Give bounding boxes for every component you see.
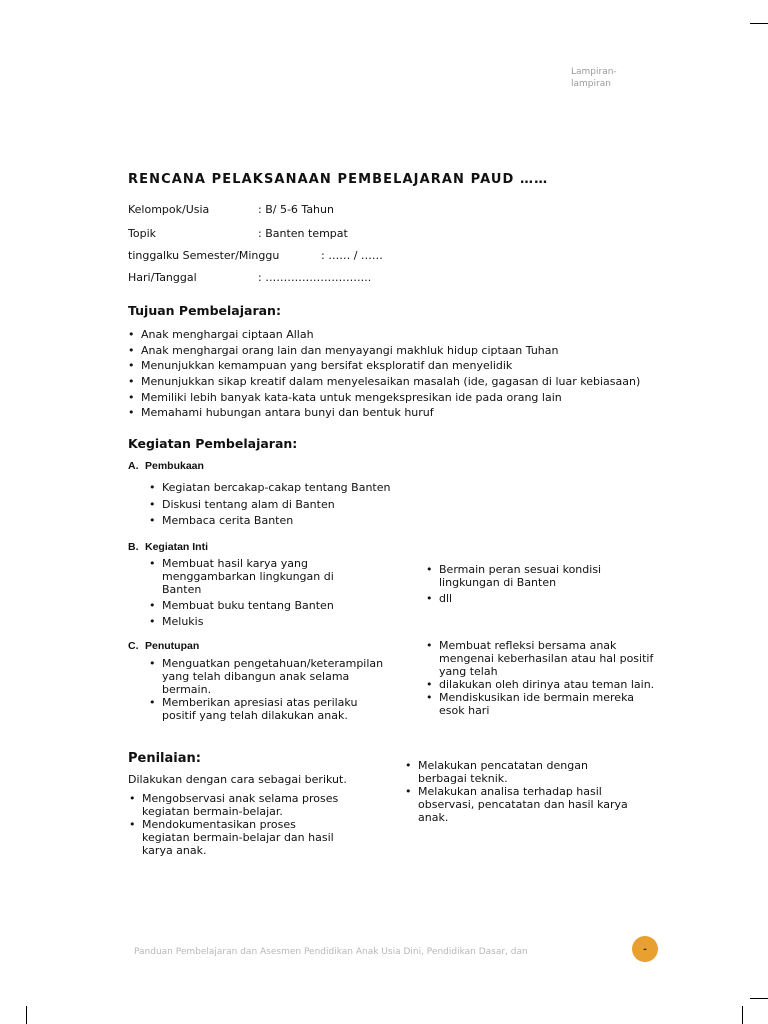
list-item: • dilakukan oleh dirinya atau teman lain. bbox=[439, 678, 659, 691]
list-item: • Menguatkan pengetahuan/keterampilan yang telah dibangun anak selama bermain. bbox=[162, 657, 387, 696]
section-c-letter: C. bbox=[128, 640, 139, 652]
list-item: • Kegiatan bercakap-cakap tentang Banten bbox=[162, 481, 422, 494]
crop-mark-top-right bbox=[750, 23, 768, 24]
list-item: • Mendiskusikan ide bermain mereka esok hari bbox=[439, 691, 659, 717]
list-item: • Mendokumentasikan proses kegiatan bermain-belajar dan hasil karya anak. bbox=[142, 818, 342, 857]
crop-mark-bottom-right-h bbox=[750, 998, 768, 999]
list-item: • Mengobservasi anak selama proses kegiatan bermain-belajar. bbox=[142, 792, 342, 818]
list-item: • Bermain peran sesuai kondisi lingkungan di Banten bbox=[439, 563, 629, 589]
section-b-list-left bbox=[162, 557, 362, 628]
list-item: • Menunjukkan kemampuan yang bersifat eksploratif dan menyelidik bbox=[141, 359, 701, 372]
list-item: • Membuat hasil karya yang menggambarkan lingkungan di Banten bbox=[162, 557, 362, 596]
list-item: • Anak menghargai ciptaan Allah bbox=[141, 328, 701, 341]
info-label-kelompok: Kelompok/Usia bbox=[128, 203, 210, 216]
list-item: • Memberikan apresiasi atas perilaku positif yang telah dilakukan anak. bbox=[162, 696, 387, 722]
tujuan-list bbox=[141, 328, 701, 419]
info-value-kelompok: : B/ 5-6 Tahun bbox=[258, 203, 334, 216]
penilaian-intro: Dilakukan dengan cara sebagai berikut. bbox=[128, 773, 347, 786]
list-item: • Membuat buku tentang Banten bbox=[162, 599, 362, 612]
list-item: • Membaca cerita Banten bbox=[162, 514, 422, 527]
info-value-semester: : …… / …… bbox=[321, 249, 383, 262]
section-c-title: Penutupan bbox=[145, 640, 200, 652]
section-b-title: Kegiatan Inti bbox=[145, 541, 209, 553]
info-label-topik: Topik bbox=[128, 227, 156, 240]
list-item: • Melakukan analisa terhadap hasil observasi, pencatatan dan hasil karya anak. bbox=[418, 785, 633, 824]
list-item: • Memiliki lebih banyak kata-kata untuk mengekspresikan ide pada orang lain bbox=[141, 391, 701, 404]
list-item: • Menunjukkan sikap kreatif dalam menyelesaikan masalah (ide, gagasan di luar kebiasaan) bbox=[141, 375, 701, 388]
list-item: • Memahami hubungan antara bunyi dan bentuk huruf bbox=[141, 406, 701, 419]
info-value-hari: : ……………………….. bbox=[258, 271, 372, 284]
section-a-list bbox=[162, 481, 422, 527]
kegiatan-heading: Kegiatan Pembelajaran: bbox=[128, 436, 298, 451]
document-title: RENCANA PELAKSANAAN PEMBELAJARAN PAUD …… bbox=[128, 172, 549, 187]
tujuan-heading: Tujuan Pembelajaran: bbox=[128, 303, 281, 318]
crop-mark-bottom-right-v bbox=[742, 1006, 743, 1024]
info-value-topik: : Banten tempat bbox=[258, 227, 348, 240]
crop-mark-bottom-left bbox=[26, 1006, 27, 1024]
section-a-letter: A. bbox=[128, 460, 139, 472]
list-item: • Melukis bbox=[162, 615, 362, 628]
list-item: • dll bbox=[439, 592, 629, 605]
info-label-hari: Hari/Tanggal bbox=[128, 271, 197, 284]
running-header: Lampiran-lampiran bbox=[571, 67, 617, 89]
section-b-list-right bbox=[439, 563, 629, 605]
penilaian-list-left bbox=[142, 792, 342, 857]
list-item: • Diskusi tentang alam di Banten bbox=[162, 498, 422, 511]
section-c-list-left bbox=[162, 657, 387, 722]
section-c-list-right bbox=[439, 639, 659, 717]
section-a-title: Pembukaan bbox=[145, 460, 204, 472]
penilaian-heading: Penilaian: bbox=[128, 751, 201, 766]
page-number-badge: - bbox=[632, 936, 658, 962]
list-item: • Melakukan pencatatan dengan berbagai teknik. bbox=[418, 759, 633, 785]
list-item: • Anak menghargai orang lain dan menyayangi makhluk hidup ciptaan Tuhan bbox=[141, 344, 701, 357]
section-b-letter: B. bbox=[128, 541, 139, 553]
list-item: • Membuat refleksi bersama anak mengenai keberhasilan atau hal positif yang telah bbox=[439, 639, 659, 678]
penilaian-list-right bbox=[418, 759, 633, 824]
running-footer: Panduan Pembelajaran dan Asesmen Pendidikan Anak Usia Dini, Pendidikan Dasar, dan bbox=[134, 947, 528, 957]
info-label-semester: tinggalku Semester/Minggu bbox=[128, 249, 280, 262]
